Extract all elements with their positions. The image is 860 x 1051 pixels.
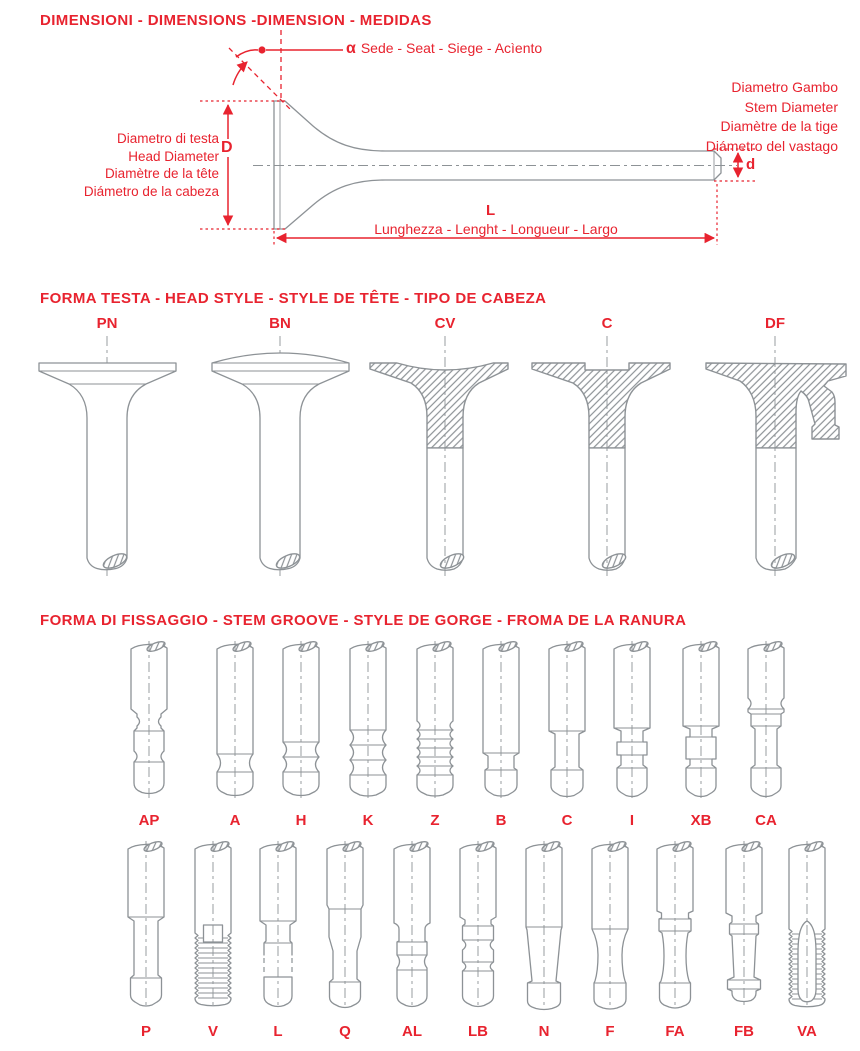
stem-groove-i-drawing <box>608 641 656 801</box>
head-style-cv-drawing <box>357 330 533 580</box>
stem-groove-b-drawing <box>477 641 525 801</box>
stem-groove-fa-drawing <box>651 841 699 1011</box>
stem-groove-code-z: Z <box>430 812 440 829</box>
stem-groove-code-f: F <box>605 1023 615 1040</box>
dim-letter-L: L <box>486 202 496 219</box>
stem-groove-code-i: I <box>629 812 635 829</box>
stem-groove-a-drawing <box>211 641 259 801</box>
alpha-symbol: α <box>346 40 356 57</box>
head-diameter-line: Diámetro de la cabeza <box>83 183 219 199</box>
seat-label-text: Sede - Seat - Siege - Acìento <box>360 40 543 56</box>
stem-groove-c-drawing <box>543 641 591 801</box>
stem-groove-code-p: P <box>140 1023 151 1040</box>
stem-groove-n-drawing <box>520 841 568 1011</box>
stem-groove-z-drawing <box>411 641 459 801</box>
stem-groove-k-drawing <box>344 641 392 801</box>
stem-groove-q-drawing <box>321 841 369 1011</box>
stem-groove-code-h: H <box>295 812 307 829</box>
head-style-code-bn: BN <box>269 315 291 332</box>
stem-groove-code-fb: FB <box>734 1023 754 1040</box>
stem-groove-section-title: FORMA DI FISSAGGIO - STEM GROOVE - STYLE DE GORGE - FROMA DE LA RANURA <box>40 612 687 629</box>
stem-groove-code-ap: AP <box>138 812 160 829</box>
stem-groove-code-k: K <box>362 812 374 829</box>
stem-groove-code-xb: XB <box>690 812 712 829</box>
head-style-code-pn: PN <box>96 315 118 332</box>
stem-groove-ap-drawing <box>125 641 173 801</box>
stem-groove-code-q: Q <box>339 1023 351 1040</box>
head-style-df-drawing <box>687 330 860 580</box>
stem-diameter-line: Diamètre de la tige <box>720 118 838 134</box>
stem-diameter-line: Diametro Gambo <box>731 79 838 95</box>
stem-groove-code-c: C <box>561 812 573 829</box>
head-style-code-cv: CV <box>434 315 456 332</box>
stem-groove-code-a: A <box>229 812 241 829</box>
stem-groove-code-n: N <box>538 1023 550 1040</box>
stem-diameter-line: Diámetro del vastago <box>705 137 838 154</box>
stem-groove-l-drawing <box>254 841 302 1011</box>
head-style-code-df: DF <box>765 315 785 332</box>
stem-groove-code-al: AL <box>402 1023 422 1040</box>
stem-groove-code-lb: LB <box>468 1023 488 1040</box>
head-style-section-title: FORMA TESTA - HEAD STYLE - STYLE DE TÊTE - TIPO DE CABEZA <box>40 290 547 307</box>
stem-groove-code-b: B <box>495 812 507 829</box>
length-label: Lunghezza - Lenght - Longueur - Largo <box>374 221 618 237</box>
head-style-pn-drawing <box>19 330 195 580</box>
head-style-code-c: C <box>601 315 613 332</box>
stem-groove-ca-drawing <box>742 641 790 801</box>
head-diameter-line: Diametro di testa <box>116 131 219 146</box>
head-diameter-line: Diamètre de la tête <box>104 166 219 181</box>
seat-angle-label <box>346 39 542 59</box>
dim-letter-d: d <box>746 156 756 173</box>
stem-diameter-label-block <box>706 78 838 156</box>
dimensions-section-title: DIMENSIONI - DIMENSIONS -DIMENSION - MEDIDAS <box>40 12 432 29</box>
stem-groove-xb-drawing <box>677 641 725 801</box>
stem-groove-code-fa: FA <box>665 1023 685 1040</box>
stem-groove-code-va: VA <box>797 1023 817 1040</box>
stem-groove-code-v: V <box>207 1023 218 1040</box>
stem-groove-va-drawing <box>783 841 831 1011</box>
stem-groove-h-drawing <box>277 641 325 801</box>
stem-diameter-line: Stem Diameter <box>744 98 838 115</box>
stem-groove-al-drawing <box>388 841 436 1011</box>
head-diameter-line: Head Diameter <box>128 148 219 164</box>
stem-groove-lb-drawing <box>454 841 502 1011</box>
stem-groove-f-drawing <box>586 841 634 1011</box>
stem-groove-code-l: L <box>273 1023 283 1040</box>
head-style-bn-drawing <box>192 330 368 580</box>
stem-groove-fb-drawing <box>720 841 768 1011</box>
head-style-c-drawing <box>519 330 695 580</box>
stem-groove-v-drawing <box>189 841 237 1011</box>
stem-groove-p-drawing <box>122 841 170 1011</box>
stem-groove-code-ca: CA <box>755 812 777 829</box>
head-diameter-label-block <box>84 130 219 200</box>
dim-letter-D: D <box>221 139 233 156</box>
